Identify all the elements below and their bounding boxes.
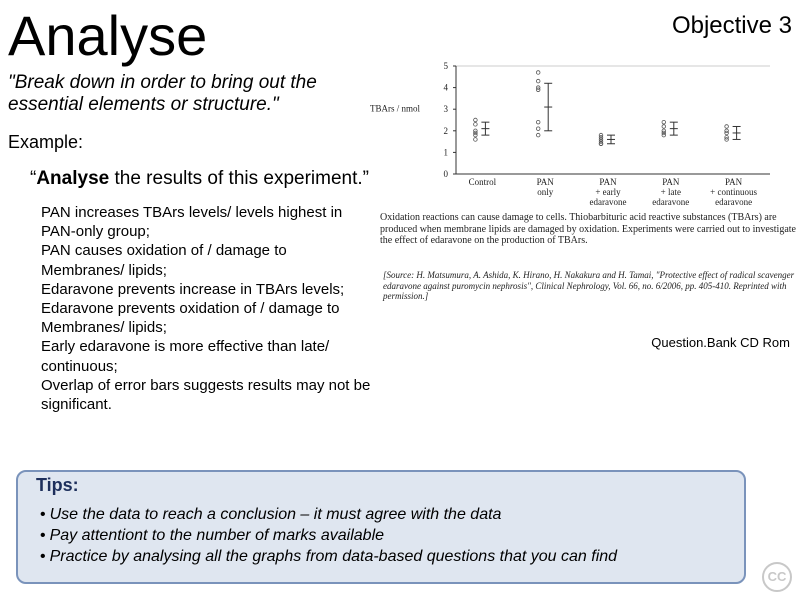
- definition-text: "Break down in order to bring out the essential elements or structure.": [8, 72, 317, 115]
- x-category-label: PAN: [536, 177, 554, 187]
- answer-line: Edaravone prevents oxidation of / damage to: [41, 300, 340, 318]
- x-category-label: edaravone: [589, 197, 627, 207]
- x-category-label: + late: [660, 187, 681, 197]
- credit-text: Question.Bank CD Rom: [651, 335, 790, 350]
- tips-list: [40, 504, 617, 567]
- tip-item: • Pay attentiont to the number of marks available: [40, 525, 617, 546]
- question-open-quote: “: [30, 168, 37, 189]
- data-point: [536, 133, 540, 137]
- y-tick-label: 0: [443, 169, 448, 179]
- tips-box: [16, 470, 746, 584]
- x-category-label: PAN: [599, 177, 617, 187]
- x-category-label: Control: [468, 177, 497, 187]
- y-tick-label: 4: [443, 82, 448, 93]
- answer-list: [41, 203, 401, 414]
- example-label: Example:: [8, 132, 84, 152]
- answer-line: Membranes/ lipids;: [41, 261, 167, 279]
- objective-label: Objective 3: [671, 12, 792, 39]
- x-category-label: edaravone: [652, 197, 690, 207]
- answer-line: Membranes/ lipids;: [41, 319, 167, 337]
- tbars-chart: [370, 58, 800, 208]
- tip-item: • Use the data to reach a conclusion – it must agree with the data: [40, 504, 617, 525]
- answer-line: Overlap of error bars suggests results may not be: [41, 376, 371, 394]
- question-rest: the results of this experiment.”: [109, 168, 369, 189]
- y-tick-label: 1: [443, 147, 448, 158]
- data-point: [474, 118, 478, 122]
- answer-line: Edaravone prevents increase in TBArs levels;: [41, 280, 345, 298]
- data-point: [536, 71, 540, 75]
- figure-source: [Source: H. Matsumura, A. Ashida, K. Hirano, H. Nakakura and H. Tamai, "Protective effect of radical scavenger edaravone against puromycin nephrosis", Clinical Nephrology, Vol. 66, no. 6/2006, pp. 405-410. Reprinted with permission.]: [383, 270, 795, 301]
- data-point: [474, 123, 478, 127]
- tips-title: Tips:: [36, 475, 79, 495]
- x-category-label: PAN: [662, 177, 680, 187]
- tip-item: • Practice by analysing all the graphs from data-based questions that you can find: [40, 546, 617, 567]
- answer-line: PAN causes oxidation of / damage to: [41, 242, 287, 260]
- data-point: [536, 127, 540, 131]
- y-axis-label: TBArs / nmol: [370, 103, 421, 114]
- y-tick-label: 5: [443, 61, 448, 71]
- answer-line: PAN increases TBArs levels/ levels highest in: [41, 204, 343, 221]
- data-point: [725, 125, 729, 129]
- answer-line: Early edaravone is more effective than late/: [41, 338, 330, 356]
- y-tick-label: 3: [443, 104, 448, 115]
- data-point: [536, 79, 540, 83]
- x-category-label: PAN: [725, 177, 743, 187]
- x-category-label: + early: [595, 187, 621, 197]
- question-command-term: Analyse: [36, 168, 110, 189]
- answer-line: continuous;: [41, 357, 118, 375]
- y-tick-label: 2: [443, 125, 448, 136]
- data-point: [662, 120, 666, 124]
- data-point: [474, 138, 478, 142]
- x-category-label: only: [537, 187, 554, 197]
- data-point: [536, 120, 540, 124]
- x-category-label: + continuous: [710, 187, 758, 197]
- answer-line: significant.: [41, 396, 112, 414]
- slide-title: Analyse: [8, 4, 208, 67]
- figure-caption: Oxidation reactions can cause damage to cells. Thiobarbituric acid reactive substances (TBArs) are produced when membrane lipids are damaged by oxidation. Experiments were carried out to investigate the effect of edaravone on the production of TBArs.: [380, 212, 796, 246]
- x-category-label: edaravone: [715, 197, 753, 207]
- answer-line: PAN-only group;: [41, 223, 150, 241]
- cc-icon: CC: [762, 562, 792, 592]
- example-question: [30, 168, 369, 190]
- data-point: [662, 125, 666, 129]
